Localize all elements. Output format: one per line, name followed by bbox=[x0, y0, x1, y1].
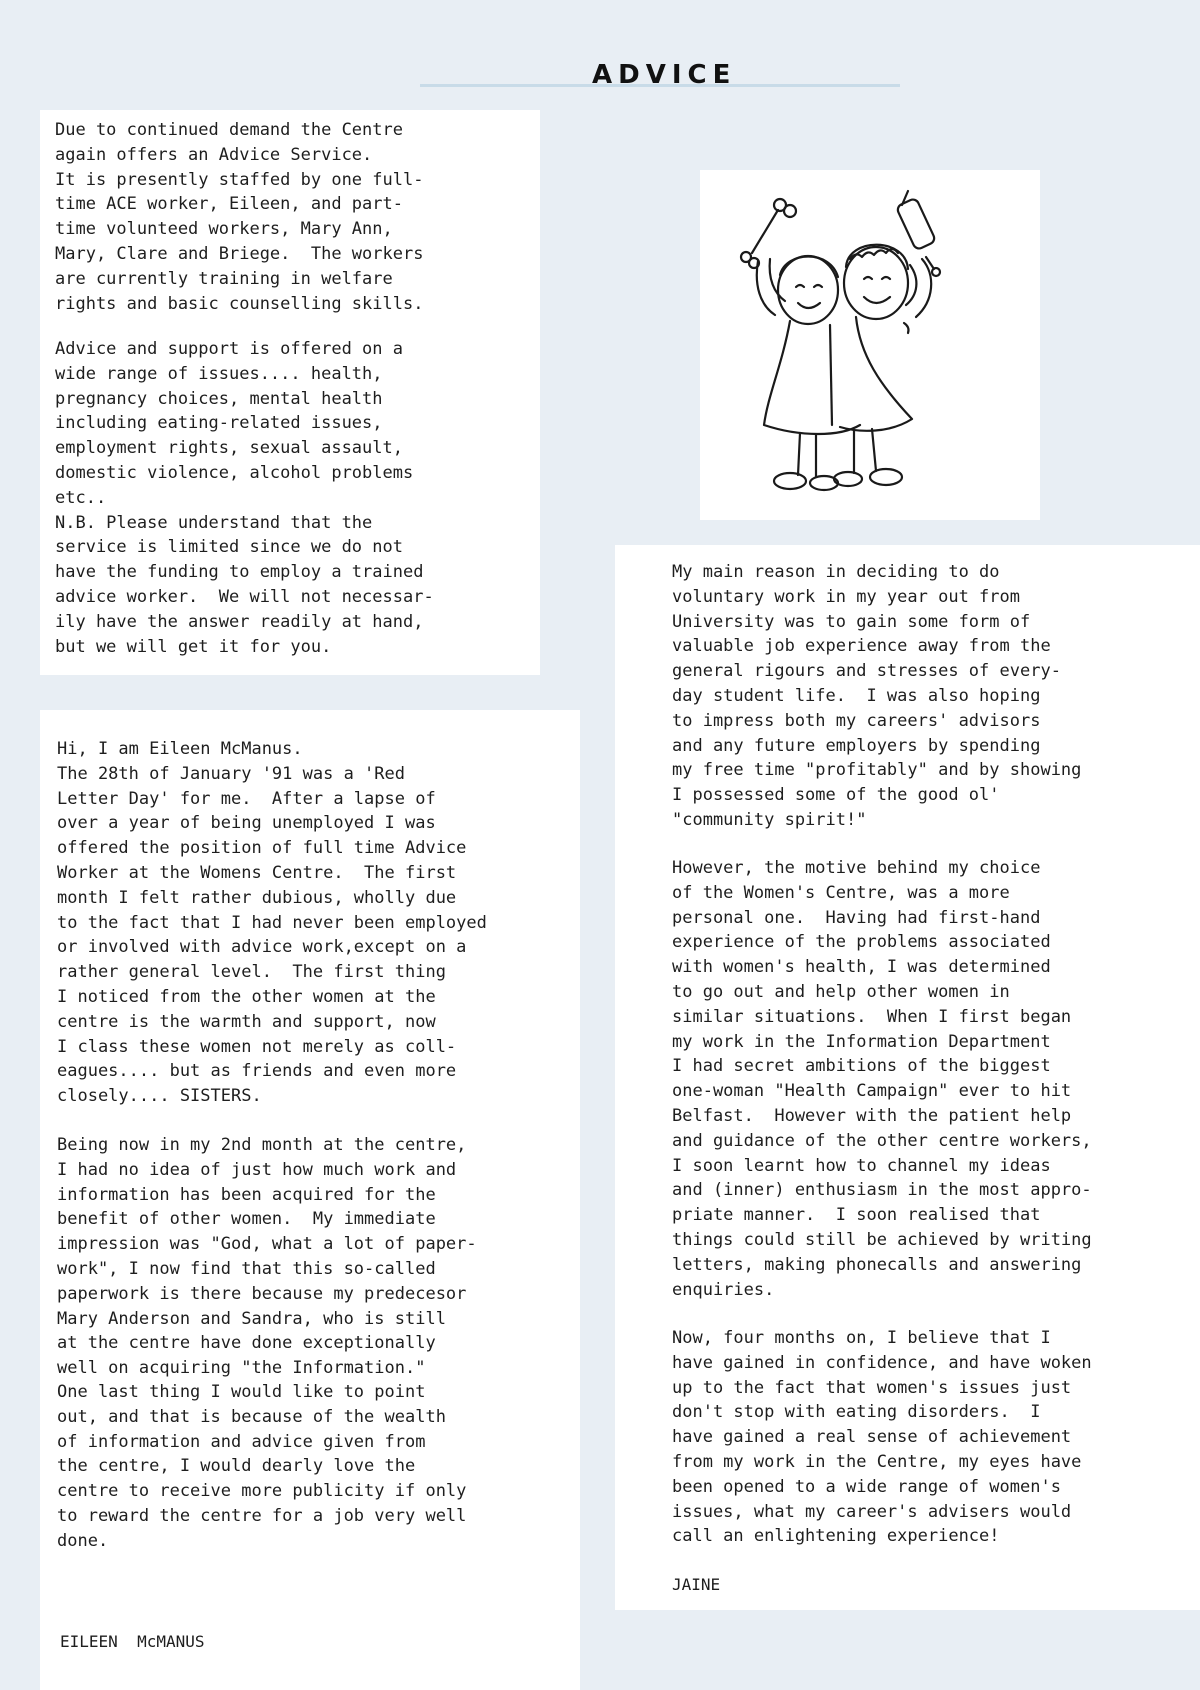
jaine-paragraph-2: However, the motive behind my choice of the Women's Centre, was a more personal one. Having had first-hand experience of the problems associated with women's health, I was determined to go out and help other women in similar situations. When I first began my work in the Information Department I had secret ambitions of the biggest one-woman "Health Campaign" ever to hit Belfast. However with the patient help and guidance of the other centre workers, I soon learnt how to channel my ideas and (inner) enthusiasm in the most appro- priate manner. I soon realised that things could still be achieved by writing letters, making phonecalls and answering enquiries. bbox=[672, 858, 1092, 1300]
eileen-paragraph-1: Hi, I am Eileen McManus. The 28th of January '91 was a 'Red Letter Day' for me. After a lapse of over a year of being unemployed I was offered the position of full time Advice Worker at the Womens Centre. The first month I felt rather dubious, wholly due to the fact that I had never been employed or involved with advice work,except on a rather general level. The first thing I noticed from the other women at the centre is the warmth and support, now I class these women not merely as coll- eagues.... but as friends and even more closely.... SISTERS. bbox=[57, 739, 487, 1107]
advice-service-paragraph-2: Advice and support is offered on a wide range of issues.... health, pregnancy choices, mental health including eating-related issues, employment rights, sexual assault, domestic violence, alcohol problems etc.. N.B. Please understand that the service is limited since we do not have the funding to employ a trained advice worker. We will not necessar- ily have the answer readily at hand, but we will get it for you. bbox=[55, 339, 434, 657]
eileen-paragraph-3: One last thing I would like to point out, and that is because of the wealth of information and advice given from the centre, I would dearly love the centre to receive more publicity if only to reward the centre for a job very well done. bbox=[57, 1382, 467, 1551]
eileen-signature: EILEEN McMANUS bbox=[60, 1632, 205, 1651]
advice-service-paragraph-1: Due to continued demand the Centre again offers an Advice Service. It is presently staffed by one full- time ACE worker, Eileen, and part- time volunteed workers, Mary Ann, Mary, Clare and Briege. The workers are currently training in welfare rights and basic counselling skills. bbox=[55, 120, 424, 314]
jaine-paragraph-1: My main reason in deciding to do voluntary work in my year out from University was to gain some form of valuable job experience away from the general rigours and stresses of every- day student life. I was also hoping to impress both my careers' advisors and any future employers by spending my free time "profitably" and by showing I possessed some of the good ol' "community spirit!" bbox=[672, 562, 1082, 830]
jaine-paragraph-3: Now, four months on, I believe that I have gained in confidence, and have woken up to the fact that women's issues just don't stop with eating disorders. I have gained a real sense of achievement from my work in the Centre, my eyes have been opened to a wide range of women's issues, what my career's advisers would call an enlightening experience! bbox=[672, 1328, 1092, 1547]
eileen-paragraph-2: Being now in my 2nd month at the centre, I had no idea of just how much work and information has been acquired for the benefit of other women. My immediate impression was "God, what a lot of paper- work", I now find that this so-called paperwork is there because my predecesor Mary Anderson and Sandra, who is still at the centre have done exceptionally well on acquiring "the Information." bbox=[57, 1135, 477, 1379]
two-women-celebrating-illustration bbox=[730, 175, 1020, 520]
page-title: ADVICE bbox=[592, 60, 737, 90]
jaine-signature: JAINE bbox=[672, 1575, 721, 1594]
